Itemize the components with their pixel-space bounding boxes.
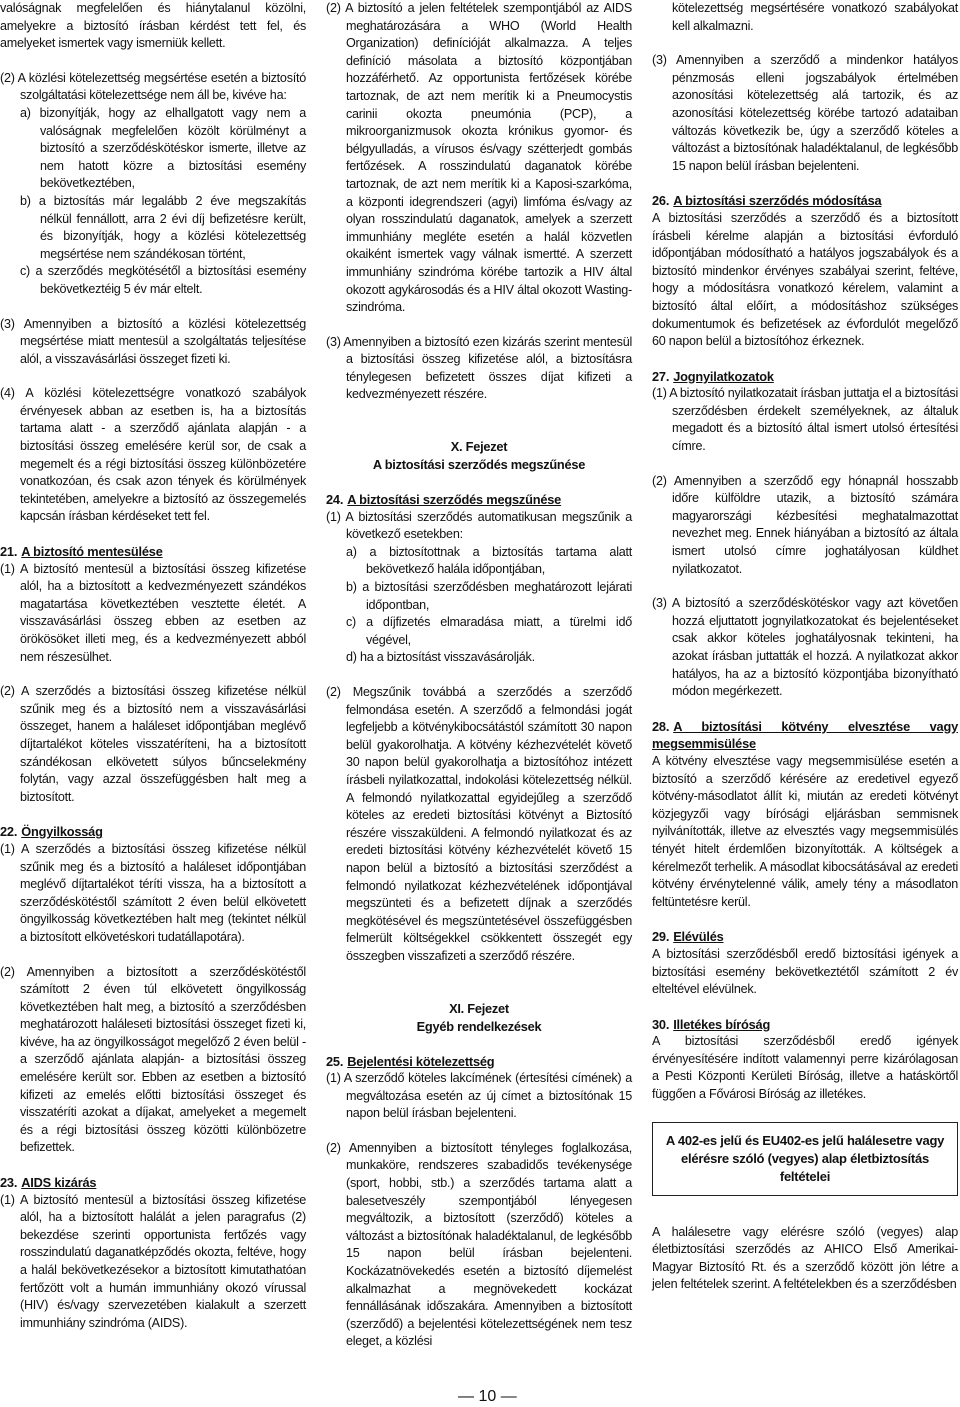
list-item: a) bizonyítják, hogy az elhallgatott vagy nem a valóságnak megfelelően közölt körülményt a biztosító a szerződéskötéskor ismerte, illetve az nem hatott közre a biztosítási esemény bekövetkeztében, [20, 105, 306, 191]
paragraph-24-1-lead: (1) A biztosítási szerződés automatikusan megszűnik a következő esetekben: [326, 509, 632, 542]
boxed-title: A 402-es jelű és EU402-es jelű halálesetre vagy elérésre szóló (vegyes) alap életbiztosítás feltételei [652, 1122, 958, 1196]
list-item: c) a szerződés megkötésétől a biztosítási esemény bekövetkeztéig 5 év már eltelt. [20, 264, 306, 296]
paragraph-27-2: (2) Amennyiben a szerződő egy hónapnál hosszabb időre külföldre utazik, a biztosító számára magyarországi kézbesítési meghatalmazottat nevezhet meg. Ennek hiányában a biztosító az általa ismert utolsó címre joghatályosan küldhet nyilatkozatot. [652, 473, 958, 576]
paragraph-25-3: (3) Amennyiben a szerződő a mindenkor hatályos pénzmosás elleni jogszabályok értelmében azonosítási kötelezettség alá tartozik, és az azonosítási kötelezettség körébe tartozó adataiban változás következik be, úgy a szerződő köteles a változást a biztosítónak haladéktalanul, de legkésőbb 15 napon belül írásban bejelenteni. [652, 53, 958, 173]
list-item: b) a biztosítási szerződésben meghatározott lejárati időpontban, [346, 580, 632, 612]
section-heading-29 [652, 928, 958, 946]
list-item: b) a biztosítás már legalább 2 éve megszakítás nélkül fennállott, arra 2 évi díj befizetésre került, és bizonyítják, hogy a közlési kötelezettség megsértése nem szándékosan történt, [20, 193, 306, 261]
section-heading-23 [0, 1174, 306, 1192]
paragraph-24-2: (2) Megszűnik továbbá a szerződés a szerződő felmondása esetén. A szerződő a felmondási jogát legfeljebb a kötvénykibocsátástól számított 30 napon belül gyakorolhatja. A kötvény kézhezvételét követő 30 napon belül gyakorolhatja a biztosítóhoz intézett írásbeli nyilatkozattal, indokolási kötelezettség nélkül. A felmondó nyilatkozattal egyidejűleg a szerződő köteles az eredeti biztosítási kötvényt a Biztosító részére visszaküldeni. A felmondó nyilatkozat és az eredeti biztosítási kötvény kézhezvételét követő 15 napon belül a biztosító a biztosítási szerződést a felmondó nyilatkozat kézhezvételének időpontjával megszünteti és a befizetett díjnak a szerződés megkötésével és megszüntetésével összefüggésben felmerült költségekkel csökkentett összegét egy összegben visszafizeti a szerződő részére. [326, 685, 632, 963]
paragraph-20-4: (4) A közlési kötelezettségre vonatkozó szabályok érvényesek abban az esetben is, ha a biztosítás tartama alatt - a szerződő ajánlata alapján - a biztosítási összeg emelésére kerül sor, de csak a megemelt és a régi biztosítási összeg különbözetére vonatkozóan, és csak azon tények és körülmények tekintetében, amelyekre a biztosító az összegemelés kapcsán írásban kérdéseket tett fel. [0, 386, 306, 524]
section-title: Öngyilkosság [21, 824, 103, 840]
paragraph-intro: valóságnak megfelelően és hiánytalanul közölni, amelyekre a biztosító írásban kérdést tett fel, és amelyeket ismertek vagy ismerniük kellett. [0, 1, 306, 51]
chapter-heading-x [326, 438, 632, 474]
section-number: 29. [652, 929, 670, 945]
column-right [652, 0, 958, 1294]
list-20-2 [20, 105, 306, 299]
paragraph-27-1: (1) A biztosító nyilatkozatait írásban juttatja el a biztosítási szerződésben érdekelt személyeknek, az általuk megadott és a biztosító által ismert utolsó értesítési címre. [652, 386, 959, 454]
section-number: 28. [652, 718, 670, 734]
section-number: 30. [652, 1016, 670, 1032]
section-title: A biztosítási szerződés módosítása [673, 193, 882, 209]
section-title: A biztosítási szerződés megszűnése [347, 492, 562, 508]
section-title: Jognyilatkozatok [673, 368, 774, 384]
chapter-heading-xi [326, 1000, 632, 1036]
section-heading-30 [652, 1016, 958, 1034]
list-item: a) a biztosítottnak a biztosítás tartama alatt bekövetkező halála időpontjában, [346, 544, 632, 577]
list-item: c) a díjfizetés elmaradása miatt, a türelmi idő végével, [346, 615, 632, 647]
column-left [0, 0, 306, 1332]
paragraph-final: A halálesetre vagy elérésre szóló (vegyes) alap életbiztosítási szerződés az AHICO Első Amerikai-Magyar Biztosító Rt. és a szerződő között jön létre a jelen feltételek szerint. A feltételekben és a szerződésben [652, 1224, 958, 1292]
paragraph-27-3: (3) A biztosító a szerződéskötéskor vagy azt követően hozzá eljuttatott jognyilatkozatokat és bejelentéseket csak akkor köteles joghatályosnak tekinteni, ha azokat írásban juttatták el hozzá. A nyilatkozat akkor hatályos, ha az a biztosító központjába bizonyítható módon megérkezett. [652, 596, 958, 699]
paragraph-25-2-cont: kötelezettség megsértésére vonatkozó szabályokat kell alkalmazni. [672, 1, 958, 33]
paragraph-21-2: (2) A szerződés a biztosítási összeg kifizetése nélkül szűnik meg és a biztosító nem a visszavásárlási összeget, hanem a haláleset időpontjában meglévő díjtartalékot köteles visszatéríteni, ha a biztosított szándékosan elkövetett súlyos bűncselekmény folytán, vagy azzal összefüggésben halt meg a biztosított. [0, 684, 306, 804]
section-heading-28 [652, 718, 958, 753]
section-number: 21. [0, 544, 18, 560]
section-number: 22. [0, 824, 18, 840]
section-number: 24. [326, 492, 344, 508]
section-title: A biztosítási kötvény elvesztése vagy megsemmisülése [652, 718, 958, 752]
section-title: Elévülés [673, 929, 724, 945]
paragraph-22-1: (1) A szerződés a biztosítási összeg kifizetése nélkül szűnik meg és a biztosító a haláleset időpontjában meglévő díjtartalékot téríti vissza, ha a biztosított a szerződéskötéstől számított 2 éven belül elkövetett öngyilkosság következtében halt meg (tekintet nélkül a biztosított elkövetéskori tudatállapotára). [0, 841, 306, 944]
chapter-number: X. Fejezet [450, 439, 508, 455]
section-title: Illetékes bíróság [673, 1016, 771, 1032]
column-middle [326, 0, 632, 1351]
section-number: 26. [652, 193, 670, 209]
section-heading-22 [0, 823, 306, 841]
section-heading-21 [0, 543, 306, 561]
section-number: 27. [652, 368, 670, 384]
section-heading-25 [326, 1053, 632, 1071]
section-heading-26 [652, 192, 958, 210]
section-number: 25. [326, 1053, 344, 1069]
paragraph-28: A kötvény elvesztése vagy megsemmisülése esetén a biztosító a szerződő kérésére az eredetivel egyező kötvény-másodlatot állít ki, miután az eredeti kötvényt közjegyzői vagy bírósági eljárásban semmisnek nyilvánították, illetve az elvesztés vagy megsemmisülés tényét hitelt érdemlően bizonyították. A költségek a kérelmezőt terhelik. A másodlat kibocsátásával az eredeti kötvény érvénytelenné válik, amely tény a másodlaton feltüntetésre kerül. [652, 753, 958, 909]
paragraph-20-3: (3) Amennyiben a biztosító a közlési kötelezettség megsértése miatt mentesül a szolgáltatás teljesítése alól, a visszavásárlási összeget fizeti ki. [0, 316, 306, 366]
paragraph-25-1: (1) A szerződő köteles lakcímének (értesítési címének) a megváltozása esetén az új címet a biztosítónak 15 napon belül írásban bejelenteni. [326, 1071, 632, 1121]
chapter-title: Egyéb rendelkezések [416, 1018, 542, 1034]
section-number: 23. [0, 1175, 18, 1191]
paragraph-25-2: (2) Amennyiben a biztosított tényleges foglalkozása, munkaköre, rendszeres szabadidős tevékenysége (sport, hobbi, stb.) a szerződés tartama alatt a balesetveszély szempontjából lényegesen megváltozik, a biztosított (szerződő) köteles a változást a biztosítónak haladéktalanul, de legkésőbb 15 napon belül írásban bejelenteni. Kockázatnövekedés esetén a biztosító díjemelést alkalmazhat a megnövekedett kockázat fennállásának időszakára. Amennyiben a biztosított (szerződő) a bejelentési kötelezettségének nem tesz eleget, a közlési [326, 1140, 632, 1349]
paragraph-26: A biztosítási szerződés a szerződő és a biztosított írásbeli kérelme alapján a biztosítási évforduló időpontjában módosítható a hatályos jogszabályok és a biztosító mindenkor érvényes szabályai szerint, feltéve, hogy a módosításra vonatkozó kérelem, valamint a biztosító által előírt, a módosításhoz szükséges dokumentumok és befizetések az évfordulót megelőző 60 napon belül a biztosítóhoz érkeznek. [652, 210, 958, 349]
section-title: A biztosító mentesülése [21, 544, 163, 560]
paragraph-22-2: (2) Amennyiben a biztosított a szerződéskötéstől számított 2 éven túl elkövetett öngyilkosság következtében halt meg, a biztosító a szerződésben meghatározott haláleseti biztosítási összeget fizeti ki, kivéve, ha az öngyilkosságot megelőző 2 éven belül -a szerződő ajánlata alapján- a biztosítási összeg emelésére került sor. Ebben az esetben a biztosító kifizeti az emelés előtti biztosítási összeget és visszatéríti azokat a díjakat, amelyeket a megemelt és a régi biztosítási összeg közötti különbözetre befizettek. [0, 964, 306, 1155]
section-heading-24 [326, 491, 632, 509]
chapter-number: XI. Fejezet [449, 1000, 509, 1016]
paragraph-29: A biztosítási szerződésből eredő biztosítási igények a biztosítási esemény bekövetkeztétől számított 2 év elteltével elévülnek. [652, 946, 958, 997]
paragraph-23-3: (3) Amennyiben a biztosító ezen kizárás szerint mentesül a biztosítási összeg kifizetése alól, a biztosításra ténylegesen befizetett összes díjat kifizeti a kedvezményezett részére. [326, 334, 632, 402]
section-title: AIDS kizárás [21, 1175, 97, 1191]
paragraph-21-1: (1) A biztosító mentesül a biztosítási összeg kifizetése alól, ha a biztosított a kedvezményezett szándékos magatartása következtében vesztette életét. A visszavásárlási összeg ebben az esetben az örökösöket illeti meg, és a kedvezményezett abból nem részesülhet. [0, 561, 306, 664]
paragraph-23-1: (1) A biztosító mentesül a biztosítási összeg kifizetése alól, ha a biztosított halálát a jelen paragrafus (2) bekezdése szerinti opportunista fertőzés vagy rosszindulatú daganatképződés okozta, feltéve, hogy a halál bekövetkezésekor a biztosított kimutathatóan fertőzött volt a humán immunhiány okozó vírussal (HIV) és/vagy szervezetében kialakult a szerzett immunhiány szindróma (AIDS). [0, 1192, 306, 1330]
section-title: Bejelentési kötelezettség [347, 1053, 495, 1069]
paragraph-20-2-lead: (2) A közlési kötelezettség megsértése esetén a biztosító szolgáltatási kötelezettsége nem áll be, kivéve ha: [0, 70, 306, 103]
list-24-1 [346, 544, 632, 667]
paragraph-30: A biztosítási szerződésből eredő igények érvényesítésére indított valamennyi perre kizárólagosan a Pesti Központi Kerületi Bíróság, illetve a hatáskörtől függően a Fővárosi Bíróság az illetékes. [652, 1034, 958, 1102]
chapter-title: A biztosítási szerződés megszűnése [372, 457, 586, 473]
paragraph-23-2: (2) A biztosító a jelen feltételek szempontjából az AIDS meghatározására a WHO (World Health Organization) definícióját alkalmazza. A teljes definíció másolata a biztosító központjában hozzáférhető. Az opportunista fertőzések körébe tartoznak, de azt nem merítik ki a Pneumocystis carinii okozta pneumónia (PCP), a mikroorganizmusok okozta krónikus gyomor- és bélgyulladás, a vírusos és/vagy szétterjedt gombás fertőzések. A rosszindulatú daganatok körébe tartoznak, de azt nem merítik ki a Kaposi-szarkóma, a központi idegrendszeri (agyi) limfóma és/vagy az olyan rosszindulatú daganatok, amelyek a szerzett immunhiány megléte esetén a halál közvetlen okaiként ismertek vagy válnak ismertté. A szerzett immunhiány szindróma körébe tartozik a HIV által okozott agykárosodás és a HIV által okozott Wasting-szindróma. [326, 1, 632, 315]
list-item: d) ha a biztosítást visszavásárolják. [346, 650, 535, 665]
page-number: — 10 — [458, 1388, 517, 1405]
section-heading-27 [652, 368, 958, 386]
